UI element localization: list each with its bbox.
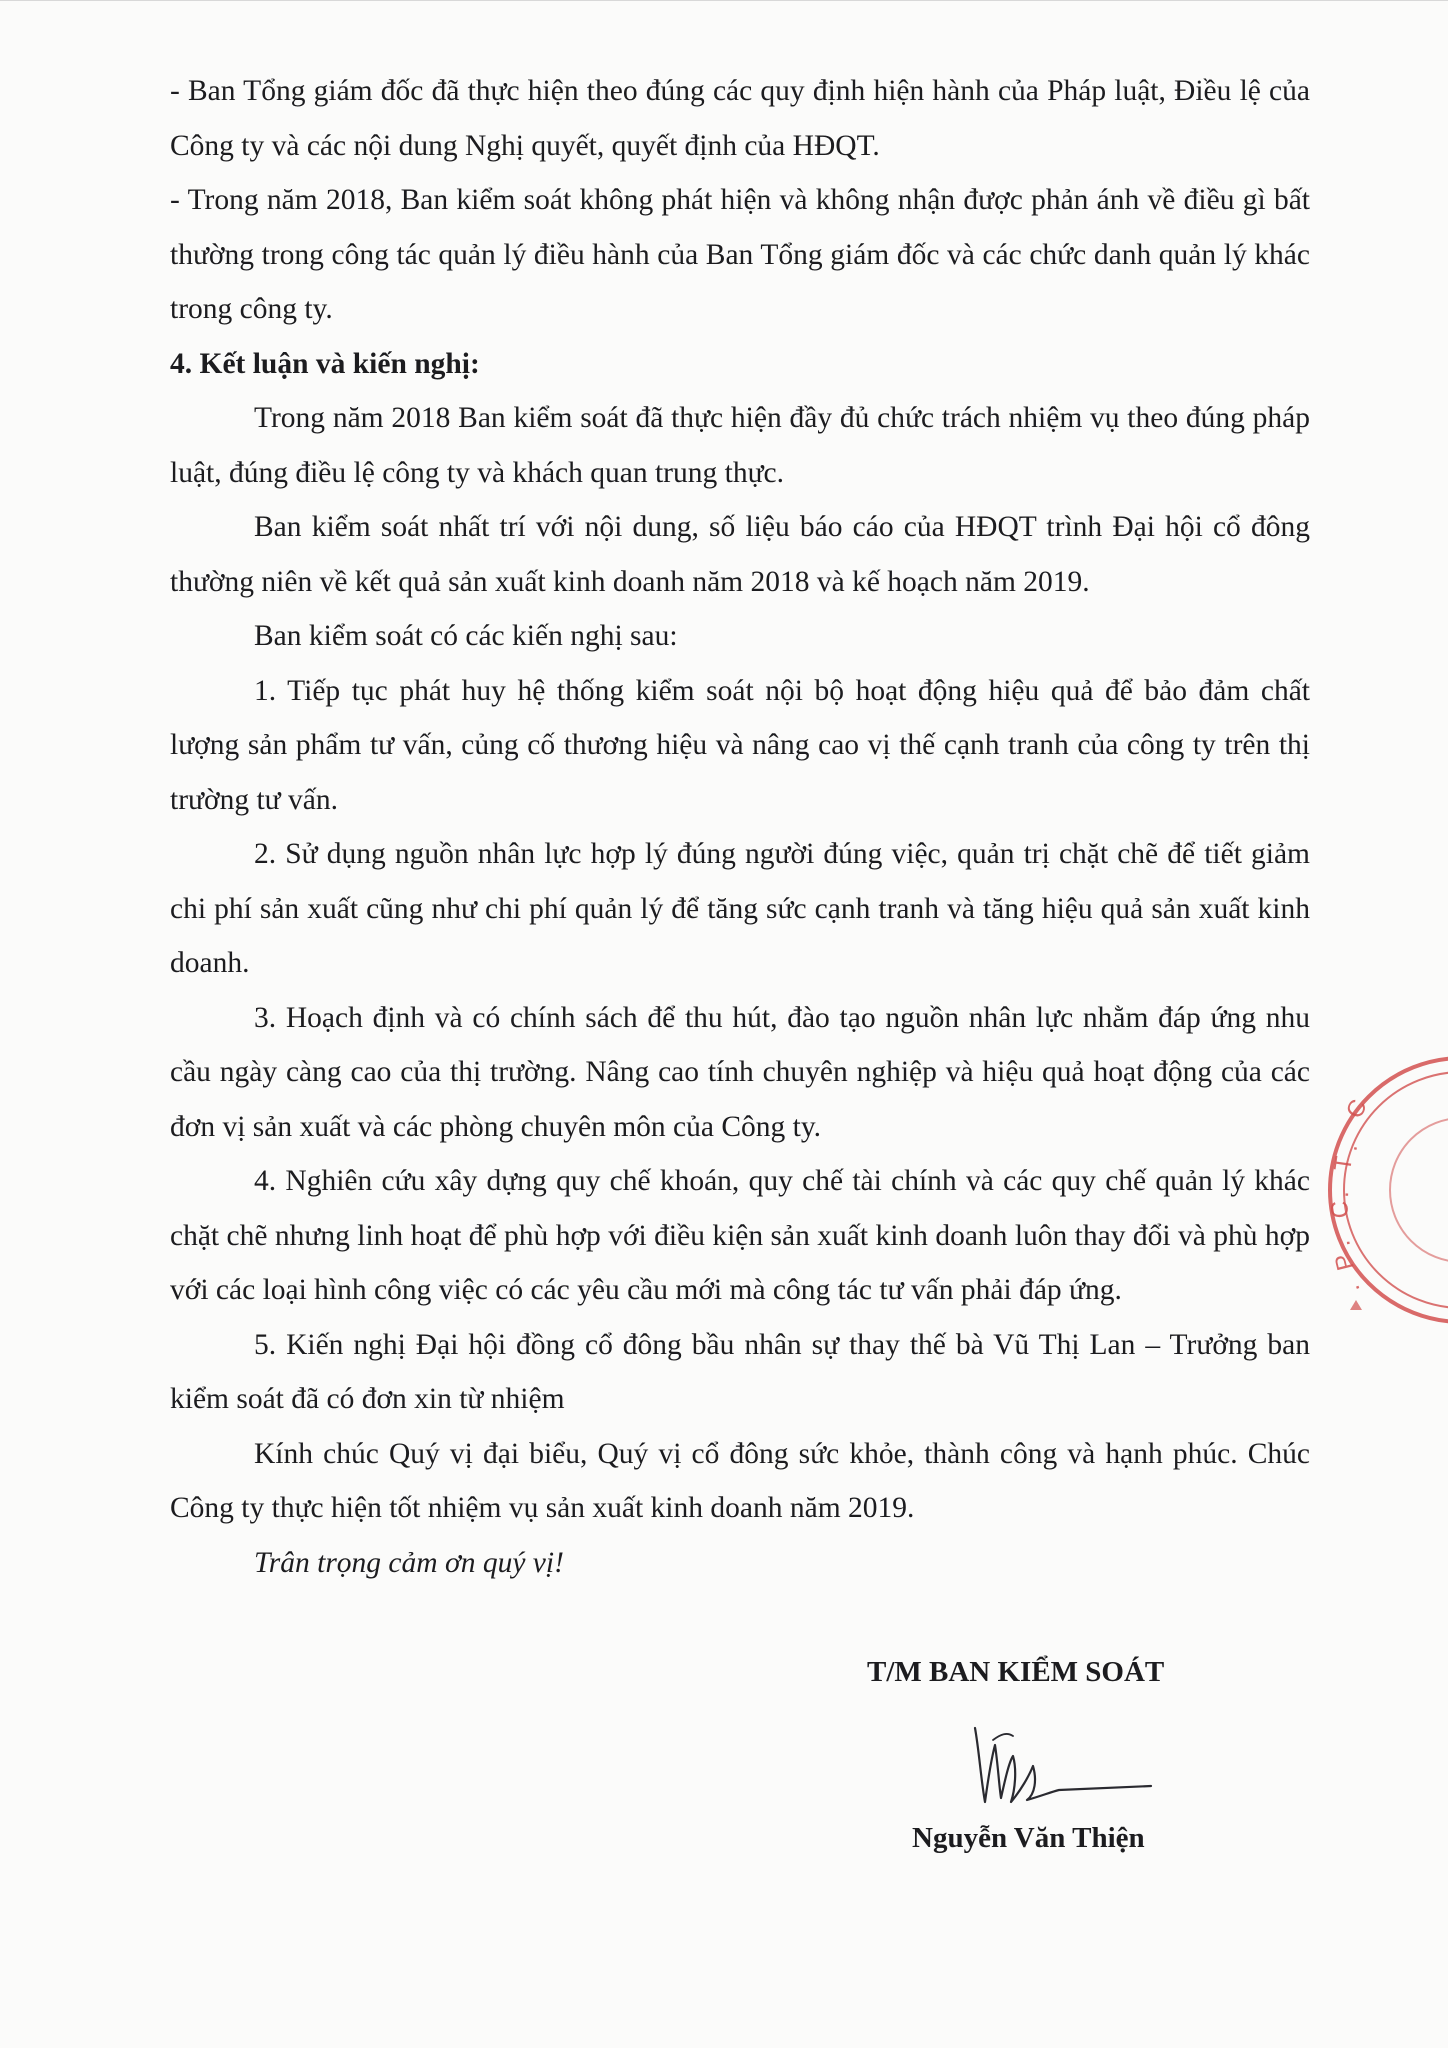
svg-text:C: C — [1326, 1200, 1354, 1219]
svg-text:.: . — [1337, 1281, 1366, 1298]
recommendation-item: 5. Kiến nghị Đại hội đồng cổ đông bầu nhân sự thay thế bà Vũ Thị Lan – Trưởng ban kiểm soát đã có đơn xin từ nhiệm — [170, 1328, 1310, 1415]
svg-text:T: T — [1329, 1154, 1358, 1173]
recommendation-item: 3. Hoạch định và có chính sách để thu hút, đào tạo nguồn nhân lực nhằm đáp ứng nhu cầu ngày càng cao của thị trường. Nâng cao tính chuyên nghiệp và hiệu quả hoạt động của các đơn vị sản xuất và các phòng chuyên môn của Công ty. — [170, 1001, 1310, 1143]
paragraph-no-irregularities: - Trong năm 2018, Ban kiểm soát không phát hiện và không nhận được phản ánh về điều gì bất thường trong công tác quản lý điều hành của Ban Tổng giám đốc và các chức danh quản lý khác trong công ty. — [170, 184, 1310, 325]
paragraph-wishes: Kính chúc Quý vị đại biểu, Quý vị cổ đông sức khỏe, thành công và hạnh phúc. Chúc Công ty thực hiện tốt nhiệm vụ sản xuất kinh doanh năm 2019. — [170, 1437, 1310, 1524]
paragraph-conclusion: Trong năm 2018 Ban kiểm soát đã thực hiện đầy đủ chức trách nhiệm vụ theo đúng pháp luật, đúng điều lệ công ty và khách quan trung thực. — [170, 402, 1310, 489]
svg-text:.: . — [1327, 1190, 1355, 1199]
scan-edge — [0, 0, 1448, 7]
paragraph-agreement: Ban kiểm soát nhất trí với nội dung, số liệu báo cáo của HĐQT trình Đại hội cổ đông thường niên về kết quả sản xuất kinh doanh năm 2018 và kế hoạch năm 2019. — [170, 511, 1310, 598]
svg-text:P: P — [1329, 1251, 1360, 1274]
company-seal — [1232, 1040, 1448, 1340]
closing-line: Trân trọng cảm ơn quý vị! — [254, 1546, 564, 1579]
signer-name: Nguyễn Văn Thiện — [912, 1822, 1145, 1854]
document-body — [170, 64, 1310, 1590]
svg-text:.: . — [1328, 1238, 1356, 1249]
signature-title: T/M BAN KIỂM SOÁT — [867, 1656, 1165, 1688]
svg-text:C: C — [1340, 1095, 1373, 1123]
recommendation-item: 2. Sử dụng nguồn nhân lực hợp lý đúng người đúng việc, quản trị chặt chẽ để tiết giảm chi phí sản xuất cũng như chi phí quản lý để tăng sức cạnh tranh và tăng hiệu quả sản xuất kinh doanh. — [170, 838, 1310, 979]
svg-text:.: . — [1335, 1141, 1364, 1154]
handwritten-signature — [955, 1710, 1155, 1820]
section-heading: 4. Kết luận và kiến nghị: — [170, 347, 480, 380]
recommendation-item: 1. Tiếp tục phát huy hệ thống kiểm soát nội bộ hoạt động hiệu quả để bảo đảm chất lượng sản phẩm tư vấn, củng cố thương hiệu và nâng cao vị thế cạnh tranh của công ty trên thị trường tư vấn. — [170, 674, 1310, 816]
paragraph-management-compliance: - Ban Tổng giám đốc đã thực hiện theo đúng các quy định hiện hành của Pháp luật, Điều lệ của Công ty và các nội dung Nghị quyết, quyết định của HĐQT. — [170, 75, 1310, 162]
recommendation-item: 4. Nghiên cứu xây dựng quy chế khoán, quy chế tài chính và các quy chế quản lý khác chặt chẽ nhưng linh hoạt để phù hợp với điều kiện sản xuất kinh doanh luôn thay đổi và phù hợp với các loại hình công việc có các yêu cầu mới mà công tác tư vấn phải đáp ứng. — [170, 1165, 1310, 1306]
paragraph-recommendations-intro: Ban kiểm soát có các kiến nghị sau: — [254, 620, 678, 652]
